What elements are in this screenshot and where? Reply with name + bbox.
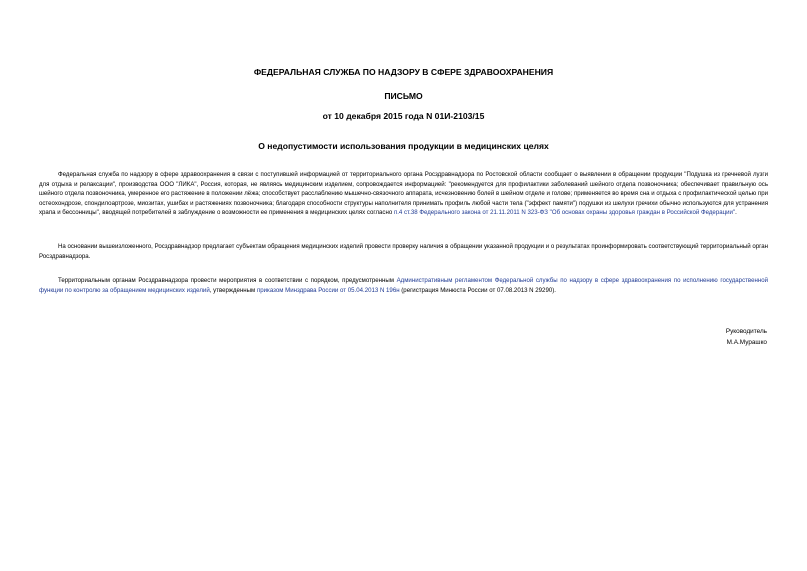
signature-name: М.А.Мурашко (726, 339, 767, 346)
paragraph-2-text: На основании вышеизложенного, Росздравнадзор предлагает субъектам обращения медицинских изделий провести проверку наличия в обращении указанной продукции и о результатах проинформировать соответствующий территориальный орган Росздравнадзора. (39, 243, 768, 260)
paragraph-1-text: Федеральная служба по надзору в сфере здравоохранения в связи с поступившей информацией от территориального органа Росздравнадзора по Ростовской области сообщает о выявлении в обращении продукции "Подушка из гречневой лузги для отдыха и релаксации", производства ООО "ЛИКА", Россия, которая, не являясь медицинским изделием, сопровождается информацией: "рекомендуется для профилактики заболеваний шейного отдела позвоночника; обеспечивает правильную ось шейного отдела позвоночника, умеренное его растяжение в положении лёжа; способствует расслаблению мышечно-связочного аппарата, исчезновению болей в шейном отделе и голове; применяется во время сна и отдыха с профилактической целью при остеохондрозе, спондилоартрозе, миозитах, ушибах и растяжениях позвоночника; благодаря способности структуры наполнителя принимать профиль любой части тела ("эффект памяти") подушки из шелухи гречихи обычно используются для устранения храпа и бессонницы", вводящей потребителей в заблуждение о возможности ее применения в медицинских целях согласно (39, 171, 768, 217)
document-type: ПИСЬМО (384, 91, 423, 101)
paragraph-1-end: . (735, 209, 737, 217)
document-subject: О недопустимости использования продукции в медицинских целях (258, 141, 549, 151)
order-link[interactable]: приказом Минздрава России от 05.04.2013 N 196н (256, 286, 400, 294)
signature-block (726, 326, 767, 348)
paragraph-3 (39, 276, 768, 295)
law-reference-link[interactable]: п.4 ст.38 Федерального закона от 21.11.2011 N 323-ФЗ "Об основах охраны здоровья граждан в Российской Федерации" (393, 209, 736, 217)
paragraph-3-mid: , утвержденным (209, 286, 257, 294)
document-date-number: от 10 декабря 2015 года N 01И-2103/15 (322, 111, 485, 121)
paragraph-3-text: Территориальным органам Росздравнадзора провести мероприятия в соответствии с порядком, предусмотренным (58, 277, 397, 284)
signature-title: Руководитель (725, 328, 767, 335)
paragraph-1 (39, 170, 768, 218)
paragraph-2 (39, 242, 768, 261)
regulation-link[interactable]: Административным регламентом Федеральной службы по надзору в сфере здравоохранения по исполнению государственной функции по контролю за обращением медицинских изделий (39, 277, 768, 294)
agency-title: ФЕДЕРАЛЬНАЯ СЛУЖБА ПО НАДЗОРУ В СФЕРЕ ЗДРАВООХРАНЕНИЯ (253, 67, 554, 77)
paragraph-3-end: (регистрация Минюста России от 07.08.2013 N 29290). (399, 286, 556, 294)
